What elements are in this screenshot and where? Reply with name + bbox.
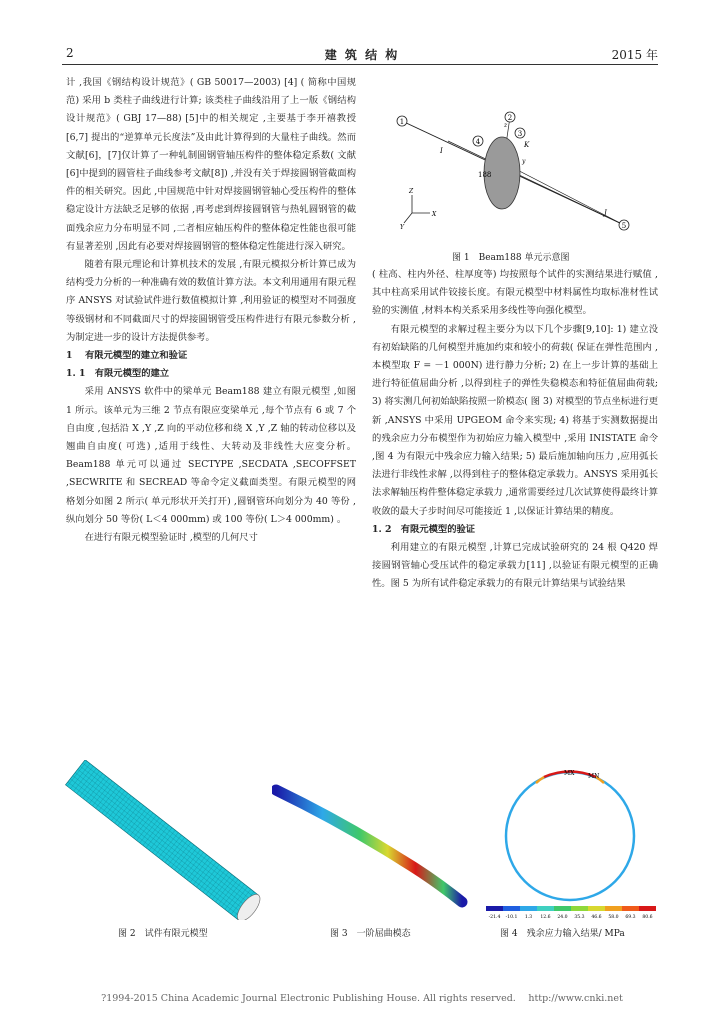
axis-label-j: J — [604, 209, 607, 217]
page-number: 2 — [66, 46, 74, 60]
publication-year: 2015 年 — [611, 48, 658, 62]
legend-tick-label: 58.0 — [608, 915, 619, 920]
legend-swatch — [639, 906, 656, 911]
element-line — [448, 141, 624, 225]
legend-swatch — [520, 906, 537, 911]
axis-label-z: Z — [409, 188, 414, 195]
legend-tick-label: 69.3 — [625, 915, 636, 920]
paragraph: 随着有限元理论和计算机技术的发展 ,有限元模拟分析计算已成为结构受力分析的一种准确有效的数值计算方法。本文利用通用有限元程序 ANSYS 对试验试件进行数值模拟计算 ,利用验证的模型对不同强度等级钢材和不同截面尺寸的焊接圆钢管受压构件进行有限元参数分析 ,为制定进一步的设计方法提供参考。 — [66, 259, 356, 343]
section-heading: 1. 2 有限元模型的验证 — [372, 523, 476, 535]
node-label-2: 2 — [507, 114, 513, 122]
node-label-1: 1 — [399, 118, 405, 126]
legend-swatch — [537, 906, 554, 911]
legend-swatch — [554, 906, 571, 911]
buckled-column — [276, 790, 462, 902]
legend-swatch — [622, 906, 639, 911]
legend-swatch — [605, 906, 622, 911]
paragraph: 在进行有限元模型验证时 ,模型的几何尺寸 — [84, 532, 258, 544]
legend-tick-label: 35.3 — [574, 915, 585, 920]
legend-swatch — [588, 906, 605, 911]
node-label-5: 5 — [621, 222, 627, 230]
right-column — [372, 266, 658, 594]
node-label-4: 4 — [475, 138, 481, 146]
axis-label-y: Y — [400, 224, 404, 231]
mesh-tube — [65, 760, 258, 920]
left-column — [66, 74, 356, 547]
legend-tick-label: -10.1 — [505, 915, 518, 920]
axis-label-local-z: z — [504, 122, 508, 129]
legend-tick-label: 46.6 — [591, 915, 602, 920]
figure-1-caption: 图 1 Beam188 单元示意图 — [452, 253, 570, 263]
figure-2-mesh-model — [62, 760, 262, 920]
section-label: 188 — [478, 171, 492, 179]
legend-tick-label: 12.6 — [540, 915, 551, 920]
legend-swatch — [486, 906, 503, 911]
copyright-footer: ?1994-2015 China Academic Journal Electronic Publishing House. All rights reserved. http://www.cnki.net — [101, 993, 623, 1004]
journal-title: 建 筑 结 构 — [324, 48, 400, 62]
axis-label-k: K — [524, 141, 530, 149]
figure-1-beam188-diagram — [392, 95, 644, 245]
global-y-axis — [404, 213, 412, 223]
figure-3-caption: 图 3 一阶屈曲模态 — [330, 929, 411, 939]
figure-3-buckling-mode — [272, 772, 472, 912]
legend-tick-label: 80.6 — [642, 915, 653, 920]
paragraph: 计 ,我国《钢结构设计规范》( GB 50017—2003) [4] ( 简称中国规范) 采用 b 类柱子曲线进行计算; 该类柱子曲线沿用了上一版《钢结构设计规范》( GBJ 17—88) [5]中的相关规定 ,主要基于李开禧教授[6,7] 提出的“逆算单元长度法”及由此计算得到的大量柱子曲线。然而文献[6]，[7]仅计算了一种轧制圆钢管轴压构件的整体稳定系数( 文献[6]中提到的圆管柱子曲线参考文献[8]) ,并没有关于焊接圆钢管截面构件的相关研究。因此 ,中国规范中针对焊接圆钢管轴心受压构件的整体稳定设计方法缺乏足够的依据 ,再考虑到焊接圆钢管与热轧圆钢管的截面残余应力分布明显不同 ,二者相应轴压构件的整体稳定性能也很可能有显著差别 ,因此有必要对焊接圆钢管的整体稳定性能进行深入研究。 — [66, 77, 356, 252]
section-heading: 1. 1 有限元模型的建立 — [66, 368, 170, 380]
header-rule — [62, 64, 658, 65]
paragraph: 利用建立的有限元模型 ,计算已完成试验研究的 24 根 Q420 焊接圆钢管轴心受压试件的稳定承载力[11] ,以验证有限元模型的正确性。图 5 为所有试件稳定承载力的有限元计算结果与试验结果 — [372, 542, 658, 590]
legend-swatch — [571, 906, 588, 911]
figure-4-caption: 图 4 残余应力输入结果/ MPa — [500, 929, 625, 939]
figure-4-residual-stress — [484, 766, 658, 922]
mn-label: MN — [588, 773, 600, 780]
paragraph: ( 柱高、柱内外径、柱厚度等) 均按照每个试件的实测结果进行赋值 ,其中柱高采用试件铰接长度。有限元模型中材料属性均取标准材性试验的实测值 ,材料本构关系采用多线性等向强化模型。 — [372, 269, 658, 317]
legend-tick-label: 1.3 — [524, 915, 533, 920]
paragraph: 有限元模型的求解过程主要分为以下几个步骤[9,10]: 1) 建立没有初始缺陷的几何模型并施加约束和较小的荷载( 保证在弹性范围内 ,本模型取 F = －1 000N) 进行静力分析; 2) 在上一步计算的基础上进行特征值屈曲分析 ,以得到柱子的弹性失稳模态和特征值屈曲荷载; 3) 将实测几何初始缺陷按照一阶模态( 图 3) 对模型的节点坐标进行更新 ,ANSYS 中采用 UPGEOM 命令来实现; 4) 将基于实测数据提出的残余应力分布模型作为初始应力输入模型中 ,采用 INISTATE 命令 ,图 4 为有限元中残余应力输入结果; 5) 最后施加轴向压力 ,应用弧长法进行非线性求解 ,以得到柱子的整体稳定承载力。ANSYS 采用弧长法求解轴压构件整体稳定承载力 ,通常需要经过几次试算使得最终计算收敛的最大子步时间尽可能接近 1 ,以保证计算结果的精度。 — [372, 323, 658, 517]
legend-swatch — [503, 906, 520, 911]
section-ring — [506, 772, 634, 900]
legend-tick-label: 24.0 — [557, 915, 568, 920]
section-heading: 1 有限元模型的建立和验证 — [66, 350, 188, 362]
axis-label-i: I — [440, 147, 443, 155]
axis-label-local-y: y — [522, 158, 526, 165]
figure-2-caption: 图 2 试件有限元模型 — [118, 929, 208, 939]
paragraph: 采用 ANSYS 软件中的梁单元 Beam188 建立有限元模型 ,如图 1 所示。该单元为三维 2 节点有限应变梁单元 ,每个节点有 6 或 7 个自由度 ,包括沿 X ,Y ,Z 向的平动位移和绕 X ,Y ,Z 轴的转动位移以及翘曲自由度( 可选) ,适用于线性、大转动及非线性大应变分析。Beam188 单元可以通过 SECTYPE ,SECDATA ,SECOFFSET ,SECWRITE 和 SECREAD 等命令定义截面类型。有限元模型的网格划分如图 2 所示( 单元形状开关打开) ,圆钢管环向划分为 40 等份 ,纵向划分 50 等份( L＜4 000mm) 或 100 等份( L＞4 000mm) 。 — [66, 386, 356, 525]
node-label-3: 3 — [517, 130, 523, 138]
mx-label: MX — [564, 770, 575, 777]
legend-tick-label: -21.4 — [488, 915, 501, 920]
axis-label-x: X — [432, 211, 437, 218]
